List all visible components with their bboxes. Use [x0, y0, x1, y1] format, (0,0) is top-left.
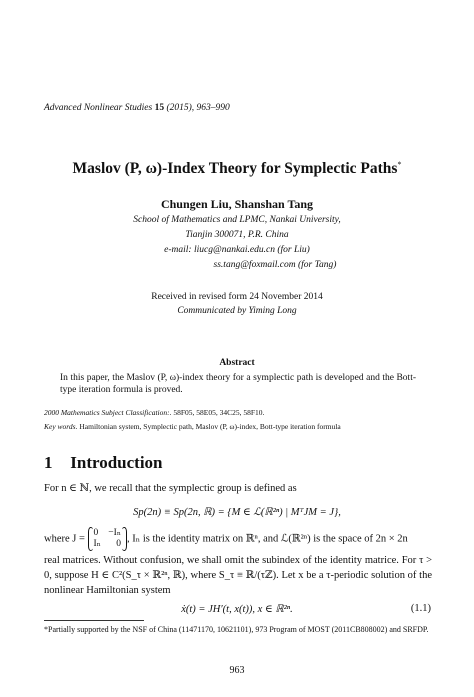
- msc-codes: 58F05, 58E05, 34C25, 58F10.: [171, 408, 265, 417]
- keywords-list: Hamiltonian system, Symplectic path, Maslov (P, ω)-index, Bott-type iteration formula: [77, 422, 341, 431]
- section-number: 1: [44, 453, 53, 472]
- keywords: [44, 422, 341, 431]
- page-number: 963: [229, 665, 245, 676]
- footnote-rule: [44, 620, 144, 621]
- journal-citation: [44, 103, 230, 113]
- keywords-label: Key words.: [44, 422, 78, 431]
- matrix-a: 0: [93, 528, 99, 538]
- email-tang: ss.tang@foxmail.com (for Tang): [213, 260, 337, 270]
- paragraph-2: [44, 528, 432, 550]
- affiliation-line-1: School of Mathematics and LPMC, Nankai University,: [133, 215, 341, 225]
- where-j: where J =: [44, 533, 85, 545]
- paragraph-3: real matrices. Without confusion, we shall omit the subindex of the identity matrice. For τ > 0, suppose H ∈ C²(S_τ × ℝ²ⁿ, ℝ), where S_τ ≡ ℝ/(τℤ). Let x be a τ-periodic solution of the nonlinear Hamiltonian system: [44, 555, 432, 596]
- paper-title-text: Maslov (P, ω)-Index Theory for Symplectic Paths: [72, 160, 398, 178]
- paragraph-2-rest: , Iₙ is the identity matrix on ℝⁿ, and ℒ(ℝ²ⁿ) is the space of 2n × 2n: [126, 533, 408, 545]
- footnote: *Partially supported by the NSF of China (11471170, 10621101), 973 Program of MOST (2011CB808002) and SRFDP.: [44, 625, 429, 634]
- communicated-by: Communicated by Yiming Long: [177, 306, 297, 316]
- email-liu: e-mail: liucg@nankai.edu.cn (for Liu): [164, 245, 310, 255]
- matrix-c: Iₙ: [93, 539, 101, 549]
- title-footnote-marker: *: [397, 160, 402, 169]
- abstract-heading: Abstract: [219, 358, 255, 368]
- journal-year-pages: (2015), 963–990: [166, 103, 230, 113]
- msc-label: 2000 Mathematics Subject Classification:.: [44, 408, 172, 417]
- matrix-j: [88, 528, 127, 550]
- section-title: Introduction: [70, 453, 163, 472]
- journal-volume: 15: [154, 103, 165, 113]
- equation-hamiltonian: ẋ(t) = JH′(t, x(t)), x ∈ ℝ²ⁿ.: [181, 604, 293, 615]
- received-date: Received in revised form 24 November 2014: [151, 292, 323, 302]
- abstract-text: In this paper, the Maslov (P, ω)-index theory for a symplectic path is developed and the Bott-type iteration formula is proved.: [60, 373, 416, 395]
- paragraph-1: For n ∈ ℕ, we recall that the symplectic group is defined as: [44, 483, 297, 494]
- matrix-b: −Iₙ: [108, 528, 121, 538]
- section-heading: [44, 453, 163, 473]
- msc-classification: [44, 408, 264, 417]
- authors: Chungen Liu, Shanshan Tang: [160, 197, 314, 211]
- equation-number: (1.1): [410, 603, 431, 614]
- equation-symplectic-group: Sp(2n) ≡ Sp(2n, ℝ) = {M ∈ ℒ(ℝ²ⁿ) | MᵀJM = J},: [133, 507, 341, 518]
- paper-title: [0, 160, 474, 178]
- affiliation-line-2: Tianjin 300071, P.R. China: [185, 230, 289, 240]
- matrix-d: 0: [116, 539, 121, 549]
- journal-name: Advanced Nonlinear Studies: [44, 103, 153, 113]
